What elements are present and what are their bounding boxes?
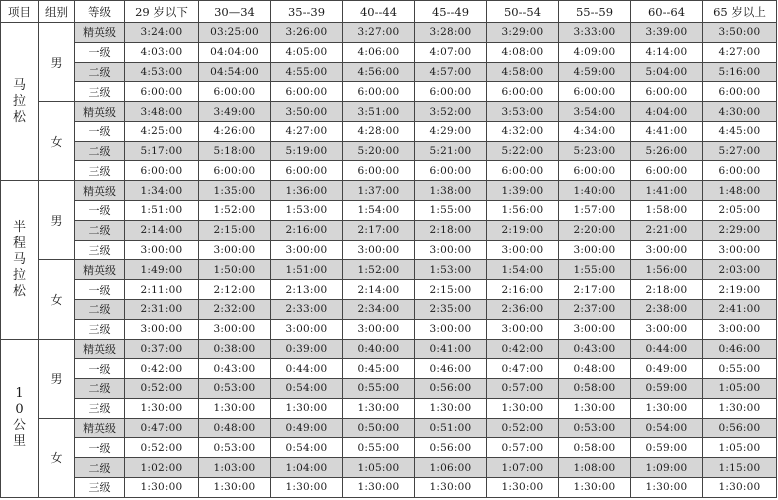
time-cell: 6:00:00 — [703, 161, 777, 181]
level-cell: 二级 — [75, 62, 125, 82]
table-row — [1, 201, 777, 221]
time-cell: 5:27:00 — [703, 141, 777, 161]
table-row — [1, 299, 777, 319]
time-cell: 3:24:00 — [125, 23, 199, 43]
time-cell: 1:30:00 — [415, 398, 487, 418]
time-cell: 0:54:00 — [271, 438, 343, 458]
time-cell: 0:40:00 — [343, 339, 415, 359]
time-cell: 1:04:00 — [271, 458, 343, 478]
time-cell: 4:05:00 — [271, 42, 343, 62]
table-row — [1, 240, 777, 260]
table-row — [1, 280, 777, 300]
time-cell: 2:38:00 — [631, 299, 703, 319]
time-cell: 3:00:00 — [125, 240, 199, 260]
time-cell: 0:47:00 — [125, 418, 199, 438]
time-cell: 5:26:00 — [631, 141, 703, 161]
time-cell: 1:35:00 — [199, 181, 271, 201]
time-cell: 2:36:00 — [487, 299, 559, 319]
time-cell: 4:09:00 — [559, 42, 631, 62]
time-cell: 0:53:00 — [199, 379, 271, 399]
time-cell: 1:51:00 — [271, 260, 343, 280]
time-cell: 1:30:00 — [487, 477, 559, 497]
time-cell: 1:52:00 — [343, 260, 415, 280]
time-cell: 2:34:00 — [343, 299, 415, 319]
time-cell: 3:54:00 — [559, 102, 631, 122]
time-cell: 6:00:00 — [199, 82, 271, 102]
time-cell: 3:26:00 — [271, 23, 343, 43]
table-row — [1, 359, 777, 379]
time-cell: 0:50:00 — [343, 418, 415, 438]
level-cell: 二级 — [75, 141, 125, 161]
item-cell: 半程马拉松 — [1, 181, 39, 339]
table-row — [1, 418, 777, 438]
time-cell: 4:25:00 — [125, 121, 199, 141]
time-cell: 1:05:00 — [703, 438, 777, 458]
time-cell: 03:25:00 — [199, 23, 271, 43]
time-cell: 1:02:00 — [125, 458, 199, 478]
time-cell: 6:00:00 — [487, 82, 559, 102]
time-cell: 0:49:00 — [631, 359, 703, 379]
time-cell: 1:07:00 — [487, 458, 559, 478]
time-cell: 0:52:00 — [125, 438, 199, 458]
time-cell: 1:55:00 — [415, 201, 487, 221]
time-cell: 0:55:00 — [343, 438, 415, 458]
time-cell: 1:51:00 — [125, 201, 199, 221]
time-cell: 1:09:00 — [631, 458, 703, 478]
time-cell: 3:00:00 — [703, 319, 777, 339]
level-cell: 二级 — [75, 458, 125, 478]
time-cell: 3:00:00 — [415, 240, 487, 260]
gender-cell: 女 — [39, 260, 75, 339]
level-cell: 一级 — [75, 280, 125, 300]
time-cell: 3:00:00 — [559, 240, 631, 260]
time-cell: 2:14:00 — [125, 220, 199, 240]
time-cell: 0:55:00 — [703, 359, 777, 379]
time-cell: 3:00:00 — [271, 319, 343, 339]
time-cell: 1:30:00 — [631, 477, 703, 497]
time-cell: 5:18:00 — [199, 141, 271, 161]
time-cell: 0:54:00 — [271, 379, 343, 399]
header-cell: 35--39 — [271, 1, 343, 23]
time-cell: 1:30:00 — [343, 398, 415, 418]
time-cell: 1:30:00 — [703, 477, 777, 497]
time-cell: 0:48:00 — [199, 418, 271, 438]
level-cell: 三级 — [75, 477, 125, 497]
level-cell: 三级 — [75, 319, 125, 339]
time-cell: 2:41:00 — [703, 299, 777, 319]
gender-cell: 男 — [39, 23, 75, 102]
time-cell: 2:17:00 — [559, 280, 631, 300]
time-cell: 5:17:00 — [125, 141, 199, 161]
time-cell: 6:00:00 — [343, 82, 415, 102]
level-cell: 一级 — [75, 42, 125, 62]
time-cell: 0:44:00 — [631, 339, 703, 359]
time-cell: 2:33:00 — [271, 299, 343, 319]
time-cell: 5:21:00 — [415, 141, 487, 161]
table-row — [1, 62, 777, 82]
level-cell: 二级 — [75, 220, 125, 240]
time-cell: 1:53:00 — [415, 260, 487, 280]
time-cell: 2:13:00 — [271, 280, 343, 300]
header-row — [1, 1, 777, 23]
time-cell: 0:43:00 — [559, 339, 631, 359]
time-cell: 1:30:00 — [343, 477, 415, 497]
time-cell: 1:08:00 — [559, 458, 631, 478]
time-cell: 3:00:00 — [559, 319, 631, 339]
level-cell: 三级 — [75, 161, 125, 181]
time-cell: 4:55:00 — [271, 62, 343, 82]
time-cell: 2:29:00 — [703, 220, 777, 240]
time-cell: 4:29:00 — [415, 121, 487, 141]
time-cell: 0:49:00 — [271, 418, 343, 438]
time-cell: 4:45:00 — [703, 121, 777, 141]
gender-cell: 女 — [39, 418, 75, 497]
time-cell: 1:05:00 — [343, 458, 415, 478]
item-cell: 10公里 — [1, 339, 39, 498]
time-cell: 1:48:00 — [703, 181, 777, 201]
time-cell: 0:55:00 — [343, 379, 415, 399]
header-cell: 组别 — [39, 1, 75, 23]
time-cell: 4:08:00 — [487, 42, 559, 62]
time-cell: 6:00:00 — [559, 161, 631, 181]
time-cell: 6:00:00 — [271, 161, 343, 181]
time-cell: 1:54:00 — [343, 201, 415, 221]
time-cell: 1:30:00 — [199, 398, 271, 418]
time-cell: 0:42:00 — [487, 339, 559, 359]
time-cell: 0:59:00 — [631, 438, 703, 458]
time-cell: 1:39:00 — [487, 181, 559, 201]
time-cell: 2:32:00 — [199, 299, 271, 319]
time-cell: 0:58:00 — [559, 379, 631, 399]
header-cell: 40--44 — [343, 1, 415, 23]
time-cell: 1:30:00 — [271, 477, 343, 497]
time-cell: 6:00:00 — [631, 161, 703, 181]
time-cell: 4:41:00 — [631, 121, 703, 141]
time-cell: 6:00:00 — [415, 82, 487, 102]
header-cell: 项目 — [1, 1, 39, 23]
time-cell: 1:30:00 — [487, 398, 559, 418]
time-cell: 0:46:00 — [415, 359, 487, 379]
time-cell: 4:26:00 — [199, 121, 271, 141]
time-cell: 3:51:00 — [343, 102, 415, 122]
table-body — [1, 23, 777, 498]
time-cell: 2:11:00 — [125, 280, 199, 300]
time-cell: 6:00:00 — [271, 82, 343, 102]
time-cell: 6:00:00 — [703, 82, 777, 102]
time-cell: 3:00:00 — [415, 319, 487, 339]
table-row — [1, 141, 777, 161]
time-cell: 0:37:00 — [125, 339, 199, 359]
time-cell: 0:45:00 — [343, 359, 415, 379]
time-cell: 1:30:00 — [631, 398, 703, 418]
header-cell: 等级 — [75, 1, 125, 23]
time-cell: 6:00:00 — [343, 161, 415, 181]
time-cell: 2:19:00 — [703, 280, 777, 300]
time-cell: 3:00:00 — [631, 240, 703, 260]
level-cell: 精英级 — [75, 181, 125, 201]
level-cell: 精英级 — [75, 102, 125, 122]
time-cell: 6:00:00 — [125, 161, 199, 181]
time-cell: 5:20:00 — [343, 141, 415, 161]
level-cell: 精英级 — [75, 339, 125, 359]
level-cell: 二级 — [75, 379, 125, 399]
time-cell: 3:00:00 — [487, 240, 559, 260]
time-cell: 4:14:00 — [631, 42, 703, 62]
time-cell: 0:59:00 — [631, 379, 703, 399]
time-cell: 2:16:00 — [487, 280, 559, 300]
time-cell: 4:04:00 — [631, 102, 703, 122]
time-cell: 4:27:00 — [703, 42, 777, 62]
header-cell: 60--64 — [631, 1, 703, 23]
time-cell: 4:27:00 — [271, 121, 343, 141]
header-cell: 55--59 — [559, 1, 631, 23]
time-cell: 1:30:00 — [199, 477, 271, 497]
time-cell: 1:49:00 — [125, 260, 199, 280]
time-cell: 3:00:00 — [199, 240, 271, 260]
level-cell: 精英级 — [75, 23, 125, 43]
time-cell: 4:03:00 — [125, 42, 199, 62]
level-cell: 一级 — [75, 201, 125, 221]
time-cell: 2:35:00 — [415, 299, 487, 319]
time-cell: 1:53:00 — [271, 201, 343, 221]
time-cell: 5:22:00 — [487, 141, 559, 161]
header-cell: 65 岁以上 — [703, 1, 777, 23]
time-cell: 5:16:00 — [703, 62, 777, 82]
time-cell: 0:58:00 — [559, 438, 631, 458]
time-cell: 1:55:00 — [559, 260, 631, 280]
table-row — [1, 42, 777, 62]
time-cell: 1:30:00 — [703, 398, 777, 418]
time-cell: 2:15:00 — [199, 220, 271, 240]
time-cell: 2:37:00 — [559, 299, 631, 319]
level-cell: 一级 — [75, 121, 125, 141]
time-cell: 0:44:00 — [271, 359, 343, 379]
time-cell: 3:00:00 — [125, 319, 199, 339]
time-cell: 0:56:00 — [415, 438, 487, 458]
time-cell: 3:29:00 — [487, 23, 559, 43]
table-row — [1, 121, 777, 141]
time-cell: 3:00:00 — [343, 319, 415, 339]
time-cell: 4:06:00 — [343, 42, 415, 62]
time-cell: 4:56:00 — [343, 62, 415, 82]
time-cell: 4:58:00 — [487, 62, 559, 82]
time-cell: 1:38:00 — [415, 181, 487, 201]
time-cell: 3:50:00 — [271, 102, 343, 122]
header-cell: 50--54 — [487, 1, 559, 23]
table-row — [1, 339, 777, 359]
time-cell: 1:52:00 — [199, 201, 271, 221]
time-cell: 2:31:00 — [125, 299, 199, 319]
time-cell: 0:56:00 — [703, 418, 777, 438]
level-cell: 二级 — [75, 299, 125, 319]
gender-cell: 女 — [39, 102, 75, 181]
level-cell: 一级 — [75, 359, 125, 379]
time-cell: 3:53:00 — [487, 102, 559, 122]
time-cell: 3:00:00 — [703, 240, 777, 260]
time-cell: 3:00:00 — [271, 240, 343, 260]
item-cell: 马拉松 — [1, 23, 39, 181]
time-cell: 0:47:00 — [487, 359, 559, 379]
time-cell: 2:03:00 — [703, 260, 777, 280]
time-cell: 1:54:00 — [487, 260, 559, 280]
time-cell: 0:53:00 — [199, 438, 271, 458]
time-cell: 04:54:00 — [199, 62, 271, 82]
level-cell: 三级 — [75, 82, 125, 102]
time-cell: 0:48:00 — [559, 359, 631, 379]
table-row — [1, 458, 777, 478]
time-cell: 3:27:00 — [343, 23, 415, 43]
time-cell: 1:30:00 — [559, 398, 631, 418]
time-cell: 2:18:00 — [631, 280, 703, 300]
time-cell: 1:58:00 — [631, 201, 703, 221]
time-cell: 1:56:00 — [631, 260, 703, 280]
time-cell: 3:28:00 — [415, 23, 487, 43]
time-cell: 0:52:00 — [125, 379, 199, 399]
table-row — [1, 260, 777, 280]
time-cell: 5:19:00 — [271, 141, 343, 161]
time-cell: 1:41:00 — [631, 181, 703, 201]
time-cell: 4:28:00 — [343, 121, 415, 141]
time-cell: 2:21:00 — [631, 220, 703, 240]
time-cell: 3:00:00 — [343, 240, 415, 260]
time-cell: 0:42:00 — [125, 359, 199, 379]
time-cell: 1:30:00 — [125, 477, 199, 497]
time-cell: 1:34:00 — [125, 181, 199, 201]
time-cell: 2:15:00 — [415, 280, 487, 300]
time-cell: 1:36:00 — [271, 181, 343, 201]
time-cell: 0:56:00 — [415, 379, 487, 399]
time-cell: 0:53:00 — [559, 418, 631, 438]
time-cell: 2:12:00 — [199, 280, 271, 300]
level-cell: 三级 — [75, 398, 125, 418]
time-cell: 5:23:00 — [559, 141, 631, 161]
time-cell: 0:51:00 — [415, 418, 487, 438]
time-cell: 3:00:00 — [487, 319, 559, 339]
time-cell: 4:57:00 — [415, 62, 487, 82]
time-cell: 3:00:00 — [199, 319, 271, 339]
table-row — [1, 438, 777, 458]
time-cell: 4:53:00 — [125, 62, 199, 82]
time-cell: 1:40:00 — [559, 181, 631, 201]
time-cell: 2:18:00 — [415, 220, 487, 240]
time-cell: 0:38:00 — [199, 339, 271, 359]
time-cell: 3:33:00 — [559, 23, 631, 43]
time-cell: 3:49:00 — [199, 102, 271, 122]
table-row — [1, 379, 777, 399]
time-cell: 6:00:00 — [559, 82, 631, 102]
time-cell: 1:30:00 — [415, 477, 487, 497]
header-cell: 45--49 — [415, 1, 487, 23]
time-cell: 2:16:00 — [271, 220, 343, 240]
table-row — [1, 23, 777, 43]
table-row — [1, 319, 777, 339]
time-cell: 1:30:00 — [559, 477, 631, 497]
time-cell: 0:46:00 — [703, 339, 777, 359]
header-cell: 29 岁以下 — [125, 1, 199, 23]
time-cell: 6:00:00 — [487, 161, 559, 181]
time-cell: 1:37:00 — [343, 181, 415, 201]
time-cell: 4:34:00 — [559, 121, 631, 141]
time-cell: 4:30:00 — [703, 102, 777, 122]
time-cell: 6:00:00 — [199, 161, 271, 181]
time-cell: 4:59:00 — [559, 62, 631, 82]
table-row — [1, 102, 777, 122]
time-cell: 0:41:00 — [415, 339, 487, 359]
time-cell: 1:30:00 — [271, 398, 343, 418]
header-cell: 30—34 — [199, 1, 271, 23]
level-cell: 精英级 — [75, 260, 125, 280]
time-cell: 3:00:00 — [631, 319, 703, 339]
time-cell: 0:43:00 — [199, 359, 271, 379]
time-cell: 1:05:00 — [703, 379, 777, 399]
table-row — [1, 220, 777, 240]
time-cell: 2:05:00 — [703, 201, 777, 221]
level-cell: 三级 — [75, 240, 125, 260]
time-cell: 3:48:00 — [125, 102, 199, 122]
time-cell: 5:04:00 — [631, 62, 703, 82]
time-cell: 3:50:00 — [703, 23, 777, 43]
time-cell: 6:00:00 — [415, 161, 487, 181]
time-cell: 4:07:00 — [415, 42, 487, 62]
level-cell: 精英级 — [75, 418, 125, 438]
time-cell: 4:32:00 — [487, 121, 559, 141]
time-cell: 2:19:00 — [487, 220, 559, 240]
table-row — [1, 82, 777, 102]
table-row — [1, 477, 777, 497]
table-row — [1, 398, 777, 418]
time-cell: 0:57:00 — [487, 379, 559, 399]
table-row — [1, 161, 777, 181]
time-cell: 1:50:00 — [199, 260, 271, 280]
time-cell: 2:17:00 — [343, 220, 415, 240]
gender-cell: 男 — [39, 339, 75, 418]
time-cell: 04:04:00 — [199, 42, 271, 62]
time-cell: 0:52:00 — [487, 418, 559, 438]
time-cell: 3:52:00 — [415, 102, 487, 122]
time-cell: 2:14:00 — [343, 280, 415, 300]
time-cell: 1:03:00 — [199, 458, 271, 478]
table-row — [1, 181, 777, 201]
time-cell: 0:57:00 — [487, 438, 559, 458]
time-cell: 2:20:00 — [559, 220, 631, 240]
gender-cell: 男 — [39, 181, 75, 260]
time-cell: 6:00:00 — [125, 82, 199, 102]
time-cell: 1:57:00 — [559, 201, 631, 221]
time-cell: 6:00:00 — [631, 82, 703, 102]
time-cell: 0:54:00 — [631, 418, 703, 438]
time-cell: 1:06:00 — [415, 458, 487, 478]
time-cell: 3:39:00 — [631, 23, 703, 43]
time-cell: 1:15:00 — [703, 458, 777, 478]
level-cell: 一级 — [75, 438, 125, 458]
time-cell: 1:56:00 — [487, 201, 559, 221]
time-cell: 0:39:00 — [271, 339, 343, 359]
time-cell: 1:30:00 — [125, 398, 199, 418]
